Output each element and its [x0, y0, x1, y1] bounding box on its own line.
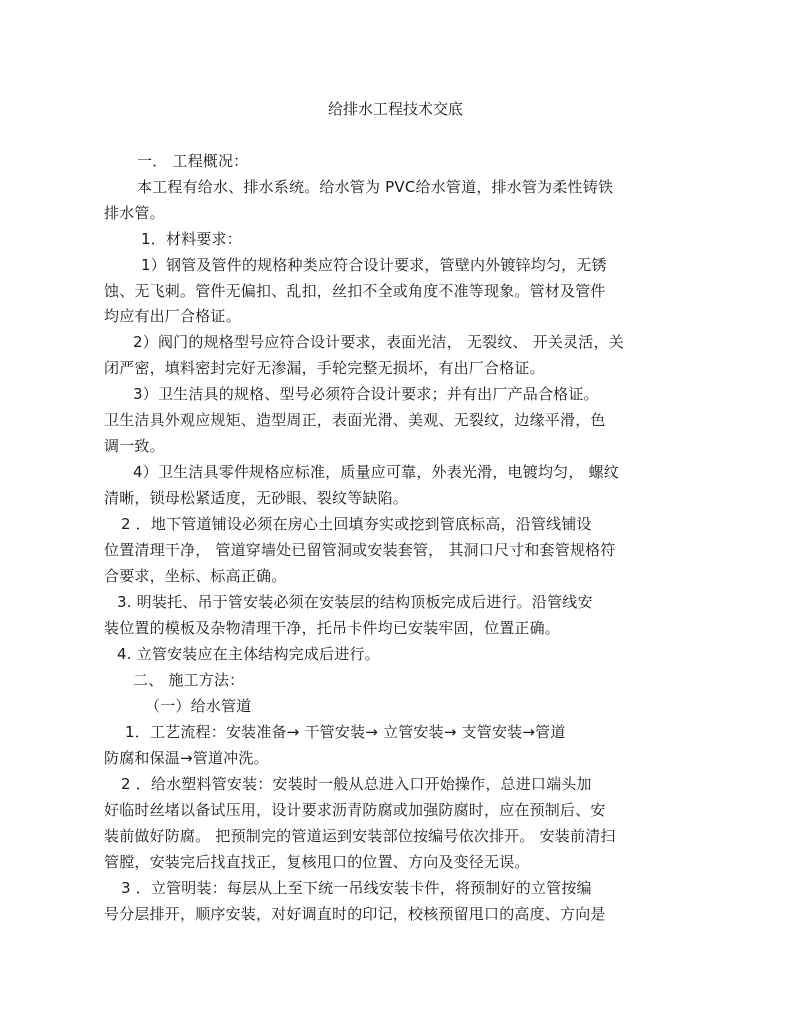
body-line: 本工程有给水、排水系统。给水管为 PVC给水管道，排水管为柔性铸铁: [137, 178, 614, 196]
body-line: 4. 立管安装应在主体结构完成后进行。: [117, 645, 380, 663]
section-heading-methods: 二、 施工方法：: [133, 671, 245, 689]
body-line: 号分层排开，顺序安装，对好调直时的印记，校核预留甩口的高度、方向是: [104, 905, 606, 923]
body-line: 3 ．立管明装：每层从上至下统一吊线安装卡件，将预制好的立管按编: [121, 879, 592, 897]
body-line: 排水管。: [104, 204, 165, 222]
body-line: 管膛，安装完后找直找正，复核甩口的位置、方向及变径无误。: [104, 853, 530, 871]
body-line: 1）钢管及管件的规格种类应符合设计要求，管壁内外镀锌均匀，无锈: [141, 256, 607, 274]
body-line: 位置清理干净， 管道穿墙处已留管洞或安装套管， 其洞口尺寸和套管规格符: [104, 541, 616, 559]
body-line: 清晰，锁母松紧适度，无砂眼、裂纹等缺陷。: [104, 489, 409, 507]
body-line: 闭严密，填料密封完好无渗漏，手轮完整无损坏，有出厂合格证。: [104, 359, 545, 377]
body-line: 装前做好防腐。 把预制完的管道运到安装部位按编号依次排开。 安装前清扫: [104, 827, 616, 845]
body-line: 合要求，坐标、标高正确。: [104, 567, 287, 585]
body-line: 2 ．地下管道铺设必须在房心土回填夯实或挖到管底标高，沿管线铺设: [121, 515, 592, 533]
body-line: 均应有出厂合格证。: [104, 307, 241, 325]
body-line: 2）阀门的规格型号应符合设计要求，表面光洁， 无裂纹、 开关灵活，关: [133, 333, 624, 351]
body-line: 蚀、无飞刺。管件无偏扣、乱扣，丝扣不全或角度不准等现象。管材及管件: [104, 282, 606, 300]
body-line: 卫生洁具外观应规矩、造型周正，表面光滑、美观、无裂纹，边缘平滑，色: [104, 411, 606, 429]
body-line: 3）卫生洁具的规格、型号必须符合设计要求；并有出厂产品合格证。: [133, 385, 599, 403]
subheading-water-supply: （一）给水管道: [145, 697, 252, 715]
body-line: 3. 明装托、吊于管安装必须在安装层的结构顶板完成后进行。沿管线安: [117, 593, 593, 611]
body-line: 防腐和保温→管道冲洗。: [104, 749, 269, 767]
body-line: 2 ．给水塑料管安装：安装时一般从总进入口开始操作，总进口端头加: [121, 775, 592, 793]
body-line: 装位置的模板及杂物清理干净，托吊卡件均已安装牢固，位置正确。: [104, 619, 561, 637]
document-title: 给排水工程技术交底: [327, 100, 463, 118]
body-line: 1．工艺流程：安装准备→ 干管安装→ 立管安装→ 支管安装→管道: [125, 723, 566, 741]
body-line: 调一致。: [104, 437, 165, 455]
body-line: 4）卫生洁具零件规格应标准，质量应可靠，外表光滑，电镀均匀， 螺纹: [133, 463, 619, 481]
subheading-materials: 1．材料要求：: [141, 230, 242, 248]
body-line: 好临时丝堵以备试压用，设计要求沥青防腐或加强防腐时，应在预制后、安: [104, 801, 606, 819]
section-heading-overview: 一． 工程概况：: [137, 152, 249, 170]
